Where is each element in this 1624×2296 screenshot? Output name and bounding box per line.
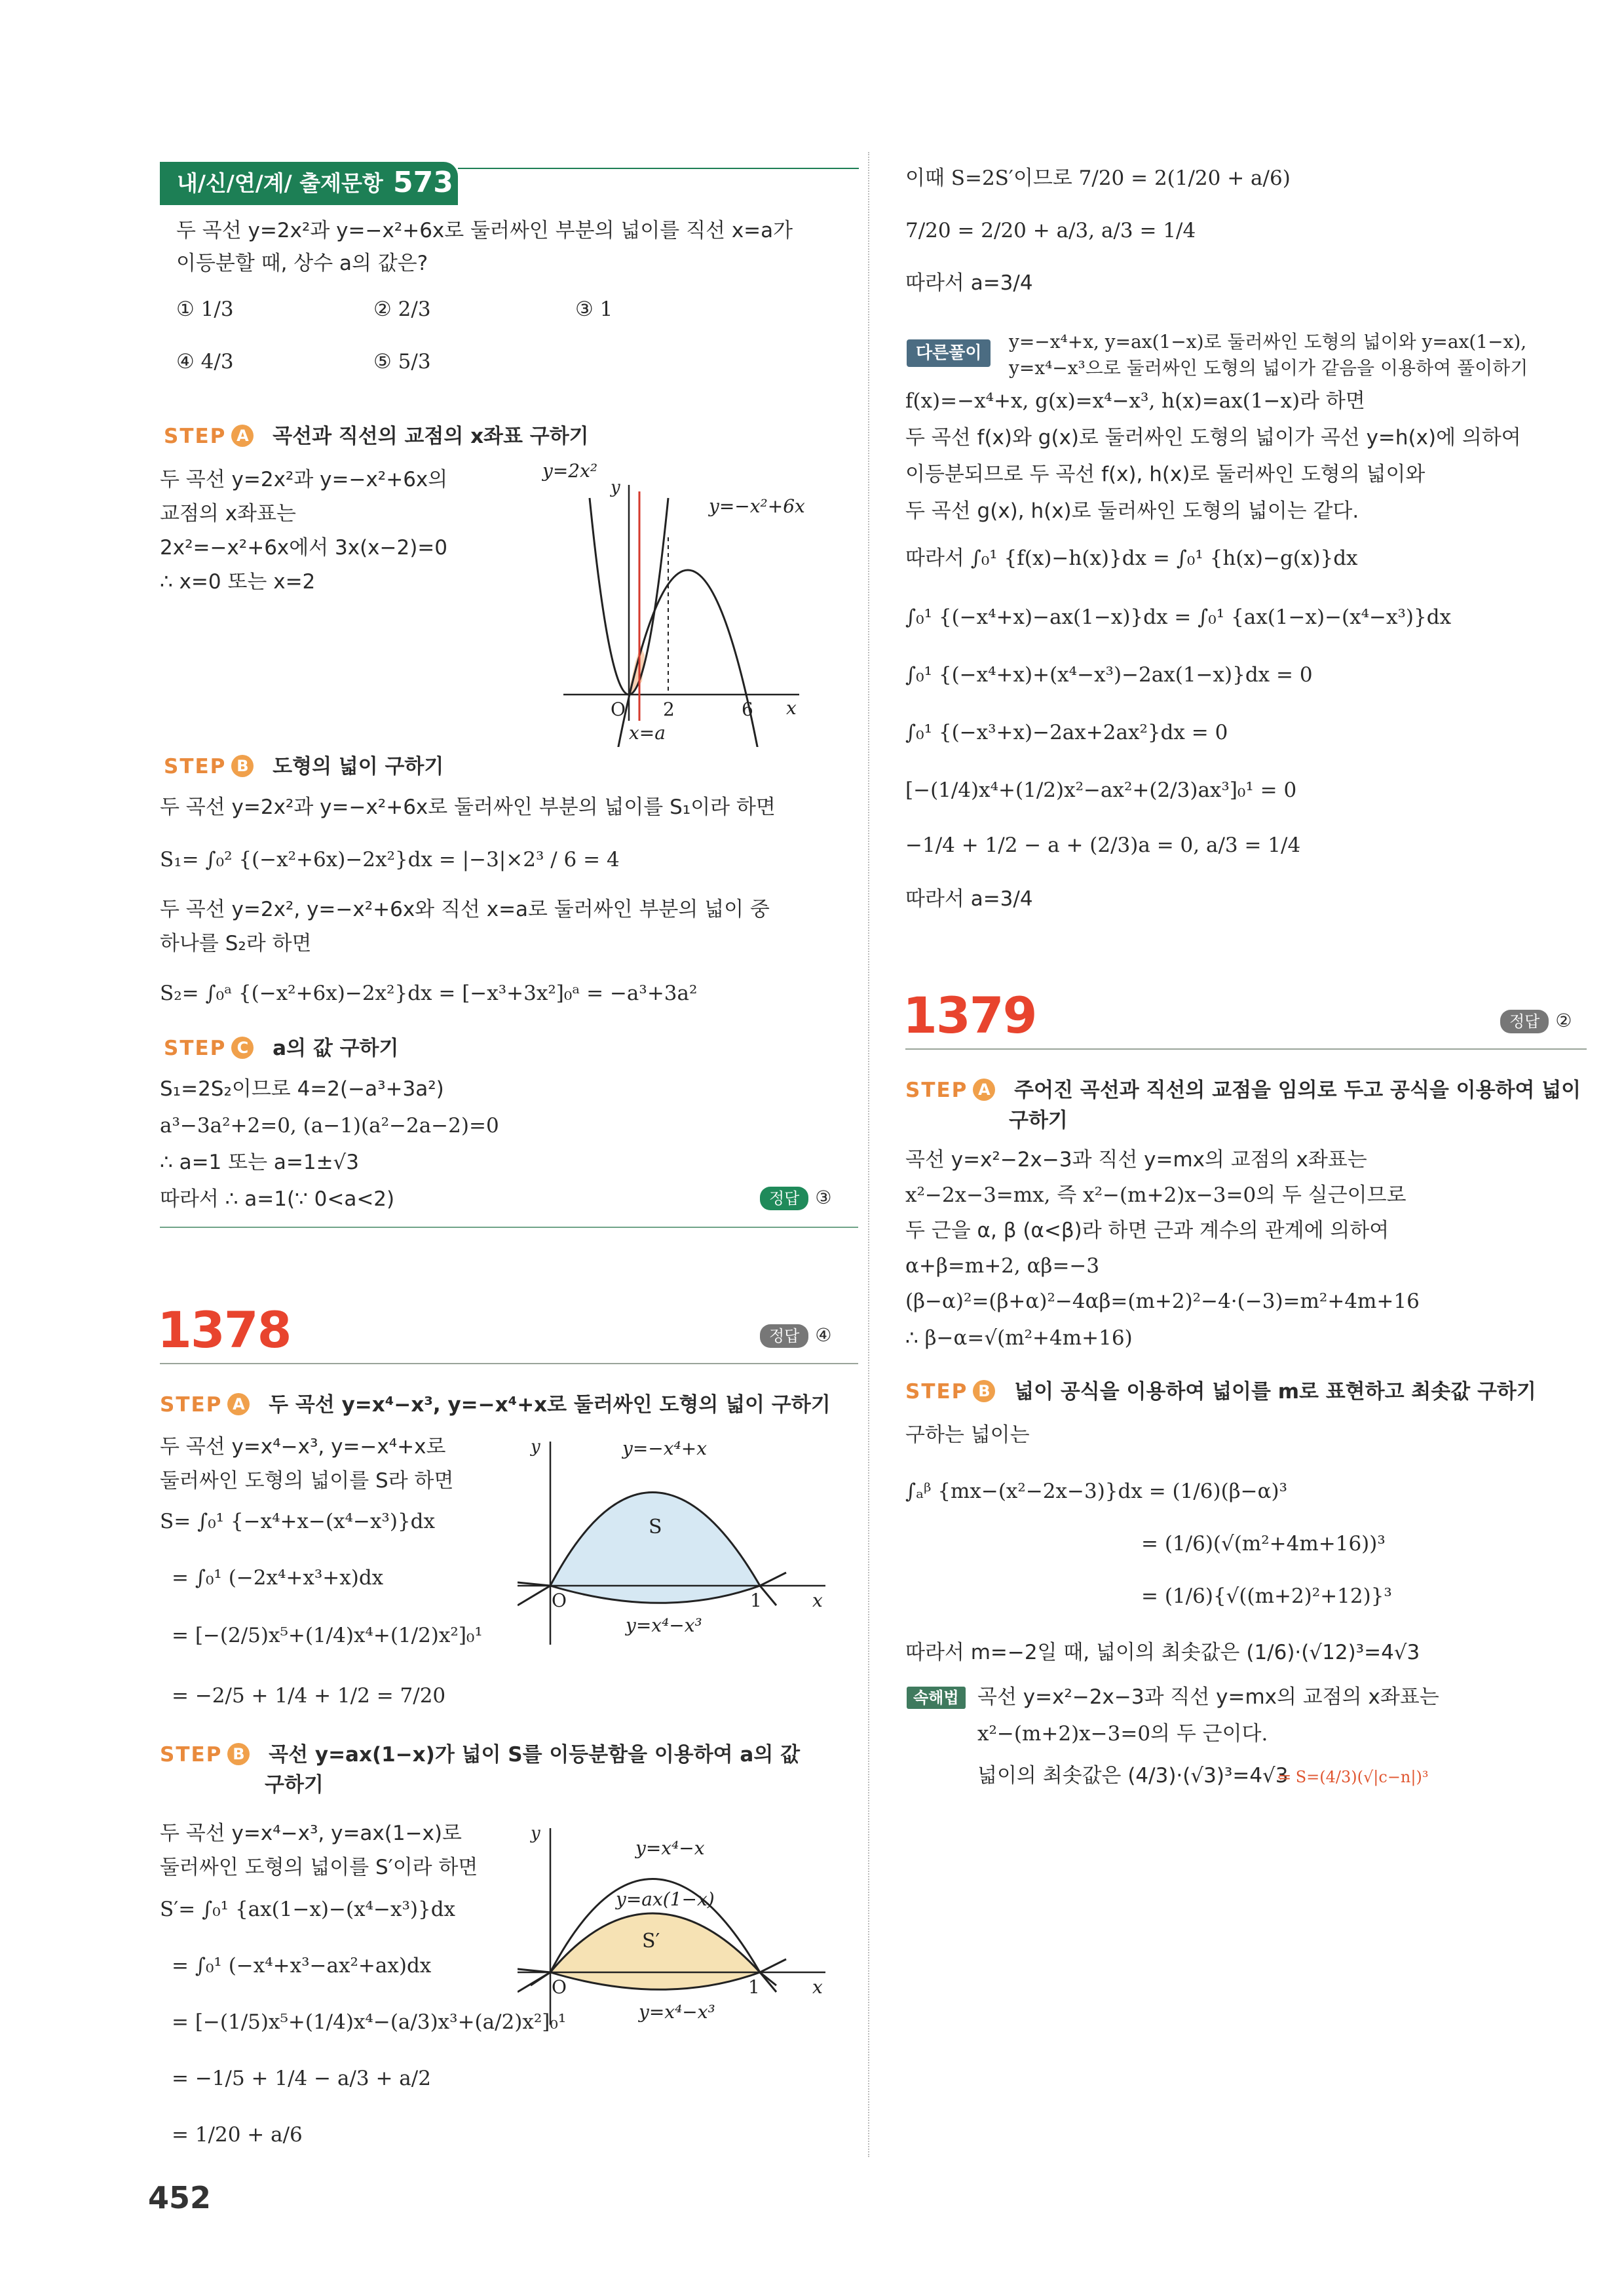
problem-number-1378: 1378 xyxy=(157,1301,291,1359)
section-rule-573 xyxy=(160,1227,858,1228)
step-a-1379-title-2: 구하기 xyxy=(1009,1109,1068,1132)
step-a-573-title: 곡선과 직선의 교점의 x좌표 구하기 xyxy=(273,425,589,448)
step-c-573: STEP C a의 값 구하기 xyxy=(164,1037,399,1060)
answer-1379: 정답 ② xyxy=(1500,1009,1572,1033)
answer-1378: 정답 ④ xyxy=(760,1324,831,1348)
step-b-1379-title: 넓이 공식을 이용하여 넓이를 m로 표현하고 최솟값 구하기 xyxy=(1014,1380,1536,1404)
step-b-573: STEP B 도형의 넓이 구하기 xyxy=(164,755,444,778)
s1379-a-line-4: α+β=m+2, αβ=−3 xyxy=(905,1254,1100,1278)
cont-line-3: 따라서 a=3/4 xyxy=(905,271,1033,295)
label-tick6: 6 xyxy=(742,698,753,720)
s573-c-line-3: ∴ a=1 또는 a=1±√3 xyxy=(160,1151,360,1174)
column-divider xyxy=(868,152,869,2157)
area-s-prime-graph xyxy=(518,1822,845,2031)
alt-line-7: ∫₀¹ {(−x⁴+x)+(x⁴−x³)−2ax(1−x)}dx = 0 xyxy=(905,663,1313,687)
s1379-a-line-6: ∴ β−α=√(m²+4m+16) xyxy=(905,1326,1133,1350)
alt-line-2: 두 곡선 f(x)와 g(x)로 둘러싸인 도형의 넓이가 곡선 y=h(x)에 의하여 xyxy=(905,426,1521,450)
s1379-a-line-3: 두 근을 α, β (α<β)라 하면 근과 계수의 관계에 의하여 xyxy=(905,1219,1389,1242)
s1379-b-line-2: ∫ₐᵝ {mx−(x²−2x−3)}dx = (1/6)(β−α)³ xyxy=(905,1480,1288,1503)
header-rule xyxy=(458,168,859,169)
s1378-b-line-3: S′= ∫₀¹ {ax(1−x)−(x⁴−x³)}dx xyxy=(160,1898,456,1921)
cont-line-1: 이때 S=2S′이므로 7/20 = 2(1/20 + a/6) xyxy=(905,166,1291,190)
step-a-1378: STEP A 두 곡선 y=x⁴−x³, y=−x⁴+x로 둘러싸인 도형의 넓이 구하기 xyxy=(160,1393,831,1417)
s573-b-line-2: S₁= ∫₀² {(−x²+6x)−2x²}dx = |−3|×2³ / 6 = 4 xyxy=(160,848,620,871)
s1378-b-line-2: 둘러싸인 도형의 넓이를 S′이라 하면 xyxy=(160,1856,478,1879)
s1378-b-line-6: = −1/5 + 1/4 − a/3 + a/2 xyxy=(172,2067,431,2090)
s1379-a-line-5: (β−α)²=(β+α)²−4αβ=(m+2)²−4·(−3)=m²+4m+16 xyxy=(905,1290,1420,1313)
s573-c-line-1: S₁=2S₂이므로 4=2(−a³+3a²) xyxy=(160,1077,444,1101)
g2-c2: y=ax(1−x) xyxy=(616,1888,715,1910)
s1379-b-line-3: = (1/6)(√(m²+4m+16))³ xyxy=(1141,1532,1386,1556)
label-tick2: 2 xyxy=(663,698,675,720)
s573-b-line-3: 두 곡선 y=2x², y=−x²+6x와 직선 x=a로 둘러싸인 부분의 넓이 중 xyxy=(160,898,770,921)
step-a-1379-title-1: 주어진 곡선과 직선의 교점을 임의로 두고 공식을 이용하여 넓이 xyxy=(1014,1079,1581,1102)
alt-line-9: [−(1/4)x⁴+(1/2)x²−ax²+(2/3)ax³]₀¹ = 0 xyxy=(905,778,1297,802)
s573-a-line-2: 교점의 x좌표는 xyxy=(160,502,296,526)
s573-c-line-2: a³−3a²+2=0, (a−1)(a²−2a−2)=0 xyxy=(160,1114,499,1138)
s573-b-line-1: 두 곡선 y=2x²과 y=−x²+6x로 둘러싸인 부분의 넓이를 S₁이라 하면 xyxy=(160,795,776,819)
step-b-1379: STEP B 넓이 공식을 이용하여 넓이를 m로 표현하고 최솟값 구하기 xyxy=(905,1380,1536,1404)
choice-2: ② 2/3 xyxy=(373,297,431,321)
label-curve2: y=−x²+6x xyxy=(709,495,805,517)
step-a-573: STEP A 곡선과 직선의 교점의 x좌표 구하기 xyxy=(164,425,589,448)
choice-3: ③ 1 xyxy=(575,297,613,321)
s1379-b-line-1: 구하는 넓이는 xyxy=(905,1423,1030,1447)
rule-1378 xyxy=(160,1363,858,1364)
g1-c2: y=x⁴−x³ xyxy=(626,1615,702,1636)
cont-line-2: 7/20 = 2/20 + a/3, a/3 = 1/4 xyxy=(905,219,1196,242)
label-xaxis: x xyxy=(786,697,797,719)
alt-line-3: 이등분되므로 두 곡선 f(x), h(x)로 둘러싸인 도형의 넓이와 xyxy=(905,463,1426,486)
g1-y: y xyxy=(531,1437,540,1457)
rule-1379 xyxy=(905,1048,1587,1050)
s573-a-line-1: 두 곡선 y=2x²과 y=−x²+6x의 xyxy=(160,468,448,491)
s1378-b-line-7: = 1/20 + a/6 xyxy=(172,2123,303,2147)
s1378-a-line-6: = −2/5 + 1/4 + 1/2 = 7/20 xyxy=(172,1684,446,1708)
header-number: 573 xyxy=(393,166,453,199)
quick-method-badge: 속해법 xyxy=(907,1687,966,1709)
alt-line-10: −1/4 + 1/2 − a + (2/3)a = 0, a/3 = 1/4 xyxy=(905,833,1301,857)
s573-b-line-4: 하나를 S₂라 하면 xyxy=(160,932,312,955)
label-yaxis: y xyxy=(611,478,620,497)
parabola-graph xyxy=(537,459,812,747)
s1378-a-line-1: 두 곡선 y=x⁴−x³, y=−x⁴+x로 xyxy=(160,1435,446,1459)
choice-1: ① 1/3 xyxy=(176,297,234,321)
g2-s: S′ xyxy=(642,1930,660,1953)
s573-c-line-4: 따라서 ∴ a=1(∵ 0<a<2) xyxy=(160,1187,395,1211)
question-line-1: 두 곡선 y=2x²과 y=−x²+6x로 둘러싸인 부분의 넓이를 직선 x=a가 xyxy=(176,219,793,242)
label-origin: O xyxy=(611,698,626,720)
g2-c1: y=x⁴−x xyxy=(635,1837,705,1859)
s573-a-line-3: 2x²=−x²+6x에서 3x(x−2)=0 xyxy=(160,536,448,560)
header-tag: 내/신/연/계/ 출제문항 xyxy=(177,170,383,196)
quick-line-3: 넓이의 최솟값은 (4/3)·(√3)³=4√3 xyxy=(977,1764,1289,1788)
g1-s: S xyxy=(649,1516,662,1539)
s1378-a-line-3: S= ∫₀¹ {−x⁴+x−(x⁴−x³)}dx xyxy=(160,1510,435,1533)
choice-4: ④ 4/3 xyxy=(176,350,234,373)
step-b-573-title: 도형의 넓이 구하기 xyxy=(273,755,444,778)
s1379-b-line-5: 따라서 m=−2일 때, 넓이의 최솟값은 (1/6)·(√12)³=4√3 xyxy=(905,1641,1420,1664)
s1379-a-line-2: x²−2x−3=mx, 즉 x²−(m+2)x−3=0의 두 실근이므로 xyxy=(905,1183,1407,1207)
alt-head-1: y=−x⁴+x, y=ax(1−x)로 둘러싸인 도형의 넓이와 y=ax(1−x), xyxy=(1009,331,1527,353)
problem-number-1379: 1379 xyxy=(903,986,1036,1044)
s1378-a-line-2: 둘러싸인 도형의 넓이를 S라 하면 xyxy=(160,1469,454,1493)
quick-line-2: x²−(m+2)x−3=0의 두 근이다. xyxy=(977,1722,1268,1746)
g1-x: x xyxy=(812,1590,823,1611)
page-number: 452 xyxy=(148,2180,212,2215)
s1378-b-line-5: = [−(1/5)x⁵+(1/4)x⁴−(a/3)x³+(a/2)x²]₀¹ xyxy=(172,2010,567,2034)
step-a-1378-title: 두 곡선 y=x⁴−x³, y=−x⁴+x로 둘러싸인 도형의 넓이 구하기 xyxy=(269,1393,831,1417)
label-y2x2: y=2x² xyxy=(542,460,598,482)
step-b-1378-title-1: 곡선 y=ax(1−x)가 넓이 S를 이등분함을 이용하여 a의 값 xyxy=(269,1743,801,1767)
alt-line-5: 따라서 ∫₀¹ {f(x)−h(x)}dx = ∫₀¹ {h(x)−g(x)}dx xyxy=(905,546,1358,570)
g2-o: O xyxy=(552,1976,567,1998)
s1378-b-line-4: = ∫₀¹ (−x⁴+x³−ax²+ax)dx xyxy=(172,1954,432,1978)
answer-573: 정답 ③ xyxy=(760,1186,831,1210)
step-c-573-title: a의 값 구하기 xyxy=(273,1037,399,1060)
s573-a-line-4: ∴ x=0 또는 x=2 xyxy=(160,570,316,594)
s573-b-line-5: S₂= ∫₀ᵃ {(−x²+6x)−2x²}dx = [−x³+3x²]₀ᵃ = −a³+3a² xyxy=(160,982,698,1005)
step-b-1378: STEP B 곡선 y=ax(1−x)가 넓이 S를 이등분함을 이용하여 a의 값 xyxy=(160,1743,801,1767)
s1378-a-line-5: = [−(2/5)x⁵+(1/4)x⁴+(1/2)x²]₀¹ xyxy=(172,1624,483,1647)
g1-c1: y=−x⁴+x xyxy=(622,1438,708,1459)
label-x-a: x=a xyxy=(629,722,666,744)
g1-one: 1 xyxy=(750,1590,762,1611)
step-b-1378-title-2: 구하기 xyxy=(265,1773,324,1797)
s1378-b-line-1: 두 곡선 y=x⁴−x³, y=ax(1−x)로 xyxy=(160,1822,462,1845)
g2-one: 1 xyxy=(748,1976,760,1998)
alt-solution-badge: 다른풀이 xyxy=(907,339,991,367)
step-a-1379: STEP A 주어진 곡선과 직선의 교점을 임의로 두고 공식을 이용하여 넓이 xyxy=(905,1079,1581,1102)
g2-x: x xyxy=(812,1976,823,1998)
alt-line-4: 두 곡선 g(x), h(x)로 둘러싸인 도형의 넓이는 같다. xyxy=(905,499,1359,523)
g1-o: O xyxy=(552,1590,567,1611)
alt-line-8: ∫₀¹ {(−x³+x)−2ax+2ax²}dx = 0 xyxy=(905,721,1228,744)
quick-note: ⇐ S=(4/3)(√|c−n|)³ xyxy=(1277,1768,1429,1786)
g2-y: y xyxy=(531,1824,540,1843)
s1378-a-line-4: = ∫₀¹ (−2x⁴+x³+x)dx xyxy=(172,1566,384,1590)
s1379-a-line-1: 곡선 y=x²−2x−3과 직선 y=mx의 교점의 x좌표는 xyxy=(905,1148,1367,1172)
alt-line-1: f(x)=−x⁴+x, g(x)=x⁴−x³, h(x)=ax(1−x)라 하면 xyxy=(905,389,1365,413)
alt-head-2: y=x⁴−x³으로 둘러싸인 도형의 넓이가 같음을 이용하여 풀이하기 xyxy=(1009,357,1528,379)
alt-line-6: ∫₀¹ {(−x⁴+x)−ax(1−x)}dx = ∫₀¹ {ax(1−x)−(x⁴−x³)}dx xyxy=(905,605,1452,629)
alt-line-11: 따라서 a=3/4 xyxy=(905,887,1033,911)
g2-c3: y=x⁴−x³ xyxy=(639,2001,715,2023)
choice-5: ⑤ 5/3 xyxy=(373,350,431,373)
question-line-2: 이등분할 때, 상수 a의 값은? xyxy=(176,252,428,275)
s1379-b-line-4: = (1/6){√((m+2)²+12)}³ xyxy=(1141,1584,1392,1608)
area-s-graph xyxy=(518,1435,845,1658)
problem-header xyxy=(160,162,458,205)
quick-line-1: 곡선 y=x²−2x−3과 직선 y=mx의 교점의 x좌표는 xyxy=(977,1685,1439,1709)
